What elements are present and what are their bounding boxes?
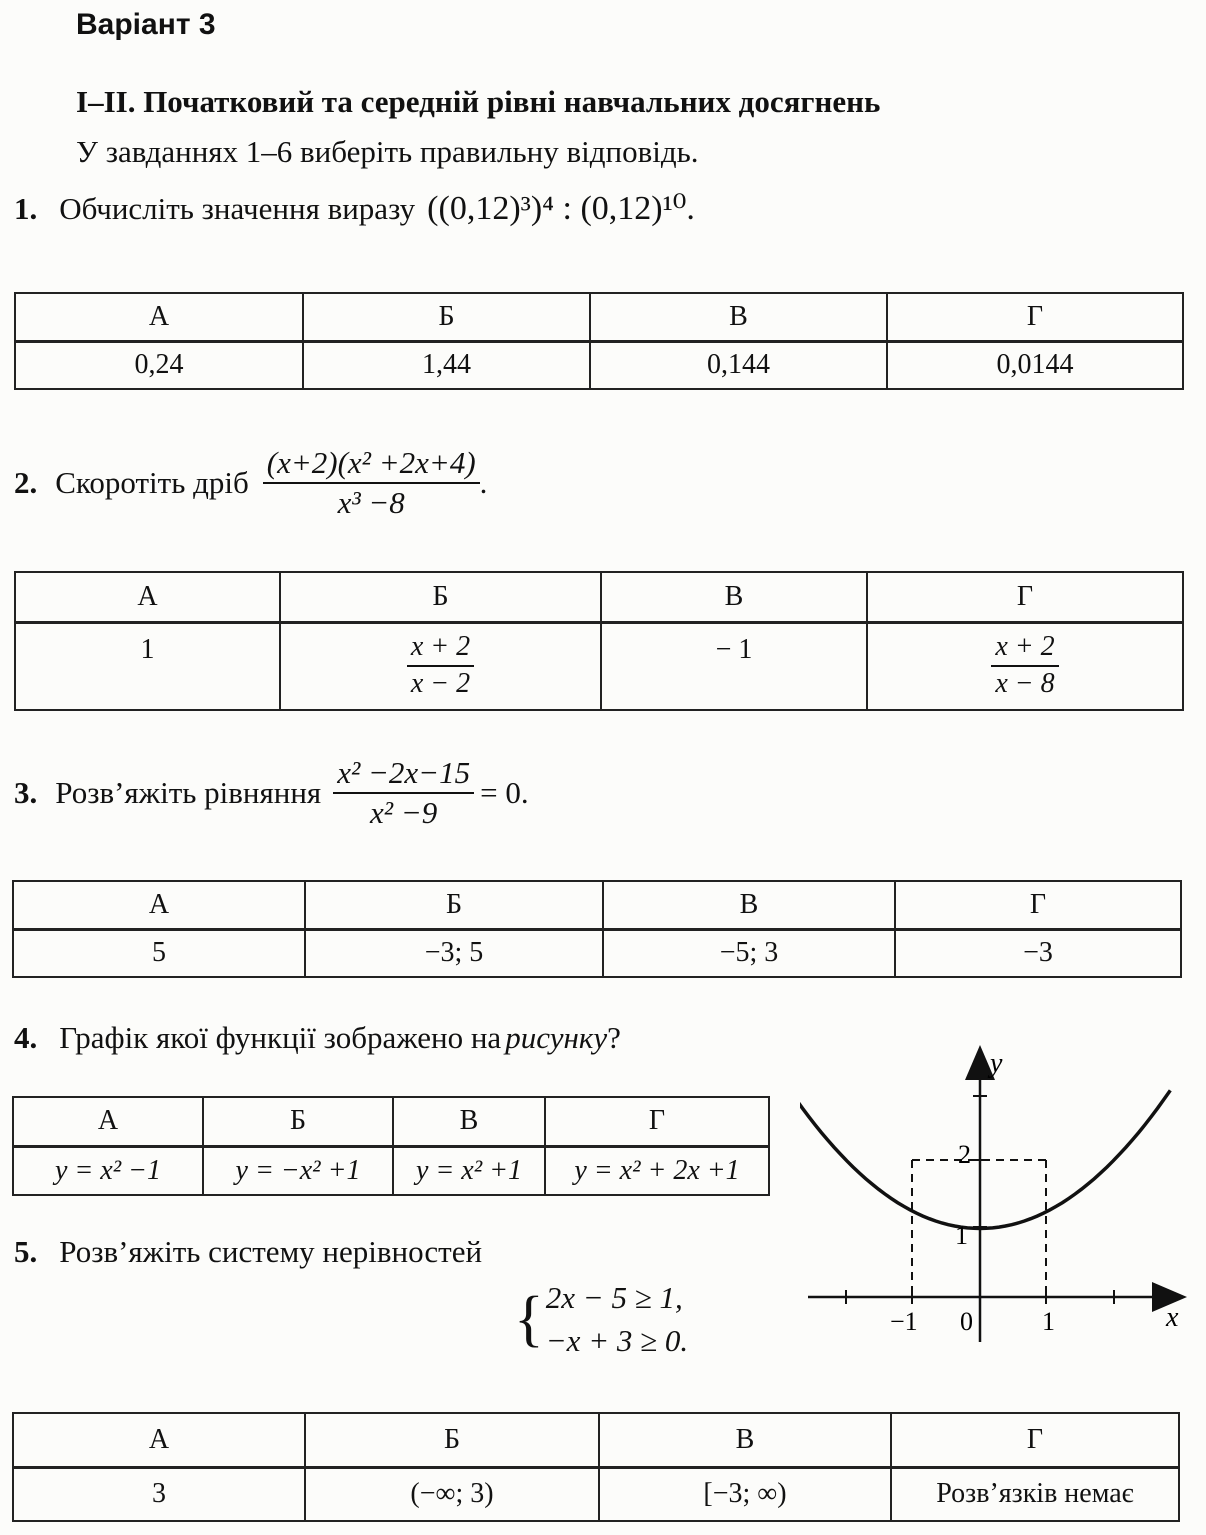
inequality-system: [514, 1276, 688, 1363]
answer-table-4: [12, 1096, 770, 1196]
tick-label: 1: [1042, 1307, 1055, 1336]
y-axis-label: y: [990, 1048, 1003, 1079]
task-number: 5.: [14, 1234, 38, 1269]
option-value[interactable]: (−∞; 3): [305, 1467, 599, 1521]
answer-table-1: [14, 292, 1184, 390]
task-text-end: ?: [607, 1020, 621, 1055]
tick-label: 2: [958, 1140, 971, 1169]
answer-table-3: [12, 880, 1182, 978]
option-header: Б: [203, 1097, 393, 1146]
task-number: 2.: [14, 465, 38, 500]
option-value[interactable]: −3; 5: [305, 929, 603, 977]
fraction-numerator: x + 2: [991, 632, 1058, 667]
option-header: Г: [887, 293, 1183, 341]
option-value[interactable]: 0,0144: [887, 341, 1183, 389]
instruction: У завданнях 1–6 виберіть правильну відповідь.: [76, 134, 699, 169]
system-brace: {: [514, 1285, 544, 1354]
option-value[interactable]: −5; 3: [603, 929, 895, 977]
task-fraction: [333, 756, 474, 830]
option-value[interactable]: y = −x² +1: [203, 1146, 393, 1195]
tick-label: −1: [890, 1307, 918, 1336]
option-value[interactable]: Розв’язків немає: [891, 1467, 1179, 1521]
option-header: Б: [305, 1413, 599, 1467]
option-header: Г: [545, 1097, 769, 1146]
option-value[interactable]: y = x² +1: [393, 1146, 545, 1195]
task-5: [14, 1234, 482, 1270]
task-text: Обчисліть значення виразу: [59, 191, 416, 226]
option-value[interactable]: y = x² −1: [13, 1146, 203, 1195]
option-header: Б: [280, 572, 601, 622]
task-number: 3.: [14, 775, 38, 810]
task-fraction: [263, 446, 480, 520]
fraction-numerator: x + 2: [407, 632, 474, 667]
option-header: Г: [867, 572, 1183, 622]
fraction-numerator: (x+2)(x² +2x+4): [263, 446, 480, 484]
function-graph: [800, 1020, 1200, 1350]
option-value[interactable]: −3: [895, 929, 1181, 977]
option-header: В: [603, 881, 895, 929]
option-header: Г: [891, 1413, 1179, 1467]
option-value[interactable]: 0,144: [590, 341, 887, 389]
option-value[interactable]: 3: [13, 1467, 305, 1521]
fraction-denominator: x − 2: [410, 668, 471, 700]
option-header: А: [13, 1413, 305, 1467]
option-value[interactable]: 0,24: [15, 341, 303, 389]
inequality-line: 2x − 5 ≥ 1,: [545, 1280, 683, 1315]
fraction-denominator: x − 8: [995, 668, 1055, 700]
option-value[interactable]: − 1: [601, 622, 867, 710]
task-number: 1.: [14, 191, 38, 226]
option-value[interactable]: 1,44: [303, 341, 590, 389]
task-4: [14, 1020, 621, 1056]
option-header: Г: [895, 881, 1181, 929]
option-value[interactable]: 5: [13, 929, 305, 977]
option-header: В: [590, 293, 887, 341]
option-value[interactable]: y = x² + 2x +1: [545, 1146, 769, 1195]
option-header: А: [13, 881, 305, 929]
task-rhs: = 0.: [480, 775, 529, 810]
option-header: В: [601, 572, 867, 622]
answer-table-2: [14, 571, 1184, 711]
tick-label: 0: [960, 1307, 973, 1336]
option-value[interactable]: [280, 622, 601, 710]
option-value[interactable]: [867, 622, 1183, 710]
task-expression: ((0,12)³)⁴ : (0,12)¹⁰.: [427, 190, 695, 227]
option-header: В: [599, 1413, 891, 1467]
fraction-numerator: x² −2x−15: [333, 756, 474, 794]
option-header: Б: [305, 881, 603, 929]
task-number: 4.: [14, 1020, 38, 1055]
option-value[interactable]: 1: [15, 622, 280, 710]
section-title: I–II. Початковий та середній рівні навчальних досягнень: [76, 84, 881, 119]
task-text: Розв’яжіть систему нерівностей: [59, 1234, 483, 1269]
task-text: Скоротіть дріб: [55, 465, 249, 500]
option-header: А: [13, 1097, 203, 1146]
inequality-line: −x + 3 ≥ 0.: [545, 1323, 689, 1359]
task-3: [14, 748, 529, 838]
option-header: А: [15, 572, 280, 622]
task-text-emphasis: рисунку: [505, 1020, 608, 1055]
option-header: А: [15, 293, 303, 341]
option-header: В: [393, 1097, 545, 1146]
tick-label: 1: [955, 1221, 968, 1250]
task-text: Графік якої функції зображено на: [59, 1020, 502, 1055]
fraction-denominator: x³ −8: [337, 485, 405, 520]
option-header: Б: [303, 293, 590, 341]
fraction-denominator: x² −9: [370, 795, 438, 830]
task-text: Розв’яжіть рівняння: [55, 775, 322, 810]
variant-title: Варіант 3: [76, 8, 216, 41]
answer-table-5: [12, 1412, 1180, 1522]
task-end: .: [479, 465, 488, 500]
task-2: [14, 428, 487, 538]
task-1: [14, 188, 1194, 248]
option-value[interactable]: [−3; ∞): [599, 1467, 891, 1521]
x-axis-label: x: [1166, 1302, 1179, 1333]
